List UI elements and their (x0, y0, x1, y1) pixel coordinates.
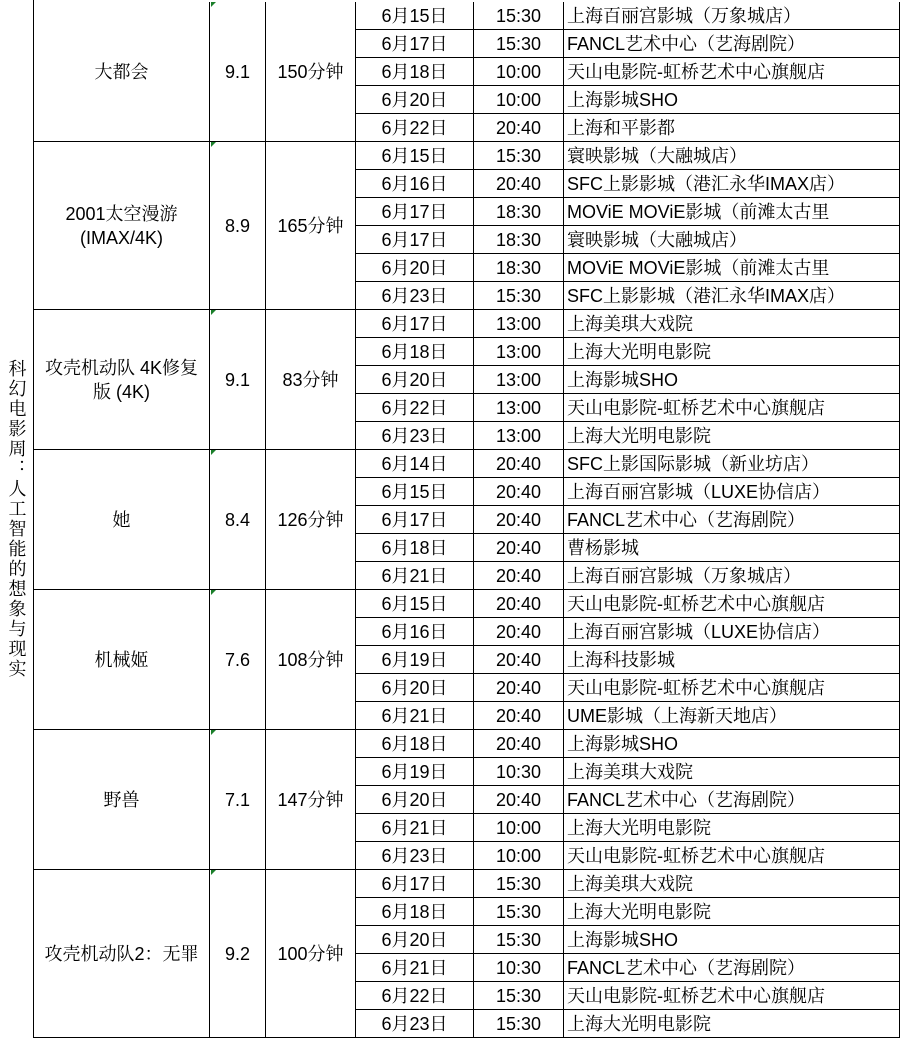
screening-date-cell-text: 6月21日 (381, 818, 448, 838)
screening-date-cell[interactable] (356, 674, 474, 702)
screening-date-cell[interactable] (356, 982, 474, 1010)
screening-time-cell[interactable] (474, 646, 564, 674)
screening-time-cell-text: 20:40 (495, 734, 542, 754)
film-rating-cell-text: 9.1 (224, 369, 251, 390)
screening-cinema-cell[interactable] (564, 338, 900, 366)
screening-date-cell[interactable] (356, 926, 474, 954)
film-title-cell[interactable] (34, 450, 210, 590)
screening-cinema-cell-text: 天山电影院-虹桥艺术中心旗舰店 (567, 846, 825, 866)
screening-time-cell[interactable] (474, 926, 564, 954)
screening-time-cell[interactable] (474, 2, 564, 30)
screening-cinema-cell-text: 天山电影院-虹桥艺术中心旗舰店 (567, 594, 825, 614)
screening-time-cell-text: 13:00 (495, 426, 542, 446)
festival-title-cell[interactable] (0, 0, 34, 1038)
screening-date-cell[interactable] (356, 254, 474, 282)
screening-time-cell[interactable] (474, 142, 564, 170)
screening-cinema-cell[interactable] (564, 786, 900, 814)
screening-date-cell-text: 6月22日 (381, 118, 448, 138)
screening-time-cell-text: 10:30 (495, 762, 542, 782)
screening-cinema-cell-text: 曹杨影城 (567, 538, 639, 558)
screening-cinema-cell-text: SFC上影国际影城（新业坊店） (567, 454, 819, 474)
screening-date-cell[interactable] (356, 646, 474, 674)
screening-time-cell-text: 13:00 (495, 314, 542, 334)
screening-date-cell[interactable] (356, 562, 474, 590)
screening-time-cell[interactable] (474, 394, 564, 422)
film-duration-cell-text: 147分钟 (277, 789, 344, 810)
screening-cinema-cell-text: 上海百丽宫影城（LUXE协信店） (567, 482, 831, 502)
film-duration-cell[interactable] (266, 450, 356, 590)
screening-cinema-cell[interactable] (564, 58, 900, 86)
screening-time-cell-text: 20:40 (495, 118, 542, 138)
screening-time-cell-text: 18:30 (495, 202, 542, 222)
screening-cinema-cell[interactable] (564, 30, 900, 58)
screening-date-cell[interactable] (356, 1010, 474, 1038)
screening-date-cell-text: 6月20日 (381, 370, 448, 390)
screening-time-cell[interactable] (474, 310, 564, 338)
film-title-cell-text: 攻壳机动队2：无罪 (44, 943, 199, 964)
film-title-cell-text: 攻壳机动队 4K修复版 (4K) (44, 357, 199, 402)
screening-time-cell[interactable] (474, 702, 564, 730)
screening-time-cell-text: 20:40 (495, 454, 542, 474)
screening-cinema-cell-text: 上海科技影城 (567, 650, 675, 670)
screening-cinema-cell[interactable] (564, 870, 900, 898)
screening-date-cell[interactable] (356, 198, 474, 226)
screening-time-cell[interactable] (474, 366, 564, 394)
screening-time-cell-text: 15:30 (495, 34, 542, 54)
screening-date-cell-text: 6月16日 (381, 622, 448, 642)
screening-cinema-cell[interactable] (564, 590, 900, 618)
screening-date-cell-text: 6月17日 (381, 202, 448, 222)
screening-date-cell-text: 6月18日 (381, 902, 448, 922)
screening-time-cell-text: 10:00 (495, 818, 542, 838)
screening-time-cell-text: 15:30 (495, 874, 542, 894)
screening-time-cell-text: 15:30 (495, 986, 542, 1006)
screening-date-cell[interactable] (356, 58, 474, 86)
screening-date-cell-text: 6月22日 (381, 986, 448, 1006)
screening-date-cell-text: 6月18日 (381, 734, 448, 754)
screening-cinema-cell[interactable] (564, 198, 900, 226)
screening-cinema-cell[interactable] (564, 534, 900, 562)
screening-cinema-cell[interactable] (564, 702, 900, 730)
film-title-cell[interactable] (34, 730, 210, 870)
screening-cinema-cell[interactable] (564, 982, 900, 1010)
screening-time-cell-text: 18:30 (495, 230, 542, 250)
screening-cinema-cell[interactable] (564, 506, 900, 534)
screening-date-cell[interactable] (356, 898, 474, 926)
screening-time-cell[interactable] (474, 898, 564, 926)
screening-time-cell-text: 15:30 (495, 1014, 542, 1034)
screening-cinema-cell[interactable] (564, 478, 900, 506)
screening-time-cell-text: 20:40 (495, 538, 542, 558)
screening-cinema-cell-text: 上海影城SHO (567, 930, 679, 950)
screening-cinema-cell-text: 上海大光明电影院 (567, 902, 711, 922)
film-title-cell[interactable] (34, 2, 210, 142)
screening-time-cell[interactable] (474, 282, 564, 310)
film-rating-cell[interactable] (210, 590, 266, 730)
screening-date-cell[interactable] (356, 870, 474, 898)
screening-time-cell-text: 20:40 (495, 622, 542, 642)
cell-note-marker (211, 2, 216, 7)
screening-time-cell[interactable] (474, 562, 564, 590)
screening-cinema-cell[interactable] (564, 898, 900, 926)
screening-date-cell[interactable] (356, 310, 474, 338)
screening-time-cell[interactable] (474, 86, 564, 114)
screening-date-cell-text: 6月18日 (381, 342, 448, 362)
screening-date-cell-text: 6月23日 (381, 846, 448, 866)
screening-cinema-cell[interactable] (564, 842, 900, 870)
screening-cinema-cell[interactable] (564, 422, 900, 450)
film-title-cell[interactable] (34, 870, 210, 1038)
screening-date-cell-text: 6月19日 (381, 650, 448, 670)
film-rating-cell-text: 7.6 (224, 649, 251, 670)
screening-date-cell[interactable] (356, 954, 474, 982)
screening-date-cell[interactable] (356, 590, 474, 618)
film-duration-cell-text: 108分钟 (277, 649, 344, 670)
screening-cinema-cell[interactable] (564, 282, 900, 310)
screening-cinema-cell-text: 上海影城SHO (567, 90, 679, 110)
screening-cinema-cell[interactable] (564, 226, 900, 254)
film-rating-cell[interactable] (210, 870, 266, 1038)
screening-cinema-cell-text: 寰映影城（大融城店） (567, 146, 747, 166)
screening-time-cell[interactable] (474, 730, 564, 758)
screening-cinema-cell[interactable] (564, 142, 900, 170)
screening-date-cell-text: 6月21日 (381, 706, 448, 726)
screening-time-cell[interactable] (474, 814, 564, 842)
screening-date-cell[interactable] (356, 450, 474, 478)
screening-time-cell-text: 15:30 (495, 902, 542, 922)
screening-cinema-cell-text: 天山电影院-虹桥艺术中心旗舰店 (567, 678, 825, 698)
screening-date-cell[interactable] (356, 842, 474, 870)
screening-date-cell-text: 6月21日 (381, 958, 448, 978)
film-title-cell-text: 机械姬 (94, 649, 149, 670)
film-duration-cell[interactable] (266, 870, 356, 1038)
screening-time-cell-text: 20:40 (495, 790, 542, 810)
screening-cinema-cell[interactable] (564, 954, 900, 982)
screening-time-cell-text: 13:00 (495, 342, 542, 362)
screening-date-cell[interactable] (356, 226, 474, 254)
screening-cinema-cell[interactable] (564, 86, 900, 114)
screening-time-cell-text: 20:40 (495, 510, 542, 530)
film-duration-cell-text: 165分钟 (277, 215, 344, 236)
screening-date-cell[interactable] (356, 758, 474, 786)
screening-cinema-cell-text: FANCL艺术中心（艺海剧院） (567, 958, 806, 978)
film-duration-cell-text: 126分钟 (277, 509, 344, 530)
screening-time-cell-text: 15:30 (495, 146, 542, 166)
screening-time-cell[interactable] (474, 982, 564, 1010)
screening-time-cell-text: 13:00 (495, 370, 542, 390)
screening-time-cell[interactable] (474, 422, 564, 450)
screening-time-cell[interactable] (474, 506, 564, 534)
screening-date-cell-text: 6月17日 (381, 510, 448, 530)
screening-time-cell-text: 15:30 (495, 930, 542, 950)
screening-cinema-cell-text: 天山电影院-虹桥艺术中心旗舰店 (567, 398, 825, 418)
screening-date-cell-text: 6月17日 (381, 230, 448, 250)
screening-cinema-cell-text: 上海美琪大戏院 (567, 874, 693, 894)
cell-note-marker (211, 450, 216, 455)
screening-time-cell-text: 20:40 (495, 482, 542, 502)
screening-cinema-cell-text: MOViE MOViE影城（前滩太古里 (567, 202, 830, 222)
screening-date-cell[interactable] (356, 30, 474, 58)
screening-cinema-cell-text: SFC上影影城（港汇永华IMAX店） (567, 174, 846, 194)
screening-date-cell[interactable] (356, 142, 474, 170)
screening-time-cell-text: 20:40 (495, 594, 542, 614)
screening-time-cell-text: 10:00 (495, 62, 542, 82)
screening-date-cell-text: 6月23日 (381, 286, 448, 306)
screening-cinema-cell[interactable] (564, 646, 900, 674)
film-duration-cell[interactable] (266, 2, 356, 142)
film-duration-cell[interactable] (266, 142, 356, 310)
screening-date-cell-text: 6月17日 (381, 314, 448, 334)
film-title-cell-text: 野兽 (103, 789, 140, 810)
screening-date-cell-text: 6月20日 (381, 90, 448, 110)
cell-note-marker (211, 870, 216, 875)
screening-date-cell[interactable] (356, 506, 474, 534)
screening-time-cell[interactable] (474, 58, 564, 86)
film-title-cell[interactable] (34, 310, 210, 450)
screening-cinema-cell-text: 上海美琪大戏院 (567, 762, 693, 782)
screening-cinema-cell-text: 上海百丽宫影城（万象城店） (567, 566, 801, 586)
screening-cinema-cell-text: 寰映影城（大融城店） (567, 230, 747, 250)
screening-cinema-cell-text: SFC上影影城（港汇永华IMAX店） (567, 286, 846, 306)
screening-time-cell-text: 20:40 (495, 566, 542, 586)
screening-date-cell[interactable] (356, 114, 474, 142)
film-duration-cell-text: 150分钟 (277, 61, 344, 82)
screening-time-cell[interactable] (474, 786, 564, 814)
screening-cinema-cell-text: 上海影城SHO (567, 370, 679, 390)
screening-time-cell[interactable] (474, 870, 564, 898)
screening-date-cell-text: 6月20日 (381, 258, 448, 278)
screening-time-cell-text: 10:00 (495, 846, 542, 866)
screening-cinema-cell[interactable] (564, 926, 900, 954)
screening-date-cell-text: 6月23日 (381, 1014, 448, 1034)
screening-date-cell[interactable] (356, 534, 474, 562)
screening-date-cell[interactable] (356, 730, 474, 758)
screening-time-cell-text: 20:40 (495, 174, 542, 194)
screening-cinema-cell[interactable] (564, 730, 900, 758)
screening-time-cell[interactable] (474, 30, 564, 58)
screening-cinema-cell[interactable] (564, 562, 900, 590)
screening-date-cell[interactable] (356, 2, 474, 30)
screening-time-cell[interactable] (474, 198, 564, 226)
screening-date-cell-text: 6月15日 (381, 594, 448, 614)
screening-time-cell[interactable] (474, 590, 564, 618)
screening-cinema-cell-text: 上海影城SHO (567, 734, 679, 754)
screening-cinema-cell-text: 上海大光明电影院 (567, 818, 711, 838)
film-rating-cell[interactable] (210, 142, 266, 310)
screening-time-cell-text: 15:30 (495, 6, 542, 26)
screening-time-cell[interactable] (474, 758, 564, 786)
screening-cinema-cell-text: 上海百丽宫影城（万象城店） (567, 6, 801, 26)
screening-cinema-cell-text: 上海和平影都 (567, 118, 675, 138)
screening-date-cell[interactable] (356, 786, 474, 814)
screening-date-cell-text: 6月22日 (381, 398, 448, 418)
screening-cinema-cell-text: FANCL艺术中心（艺海剧院） (567, 790, 806, 810)
cell-note-marker (211, 590, 216, 595)
screening-cinema-cell-text: 上海美琪大戏院 (567, 314, 693, 334)
screening-time-cell[interactable] (474, 478, 564, 506)
film-duration-cell-text: 100分钟 (277, 943, 344, 964)
screening-date-cell-text: 6月15日 (381, 6, 448, 26)
screening-cinema-cell-text: 上海大光明电影院 (567, 1014, 711, 1034)
screening-time-cell[interactable] (474, 954, 564, 982)
cell-note-marker (211, 310, 216, 315)
film-title-cell[interactable] (34, 142, 210, 310)
screening-time-cell-text: 20:40 (495, 650, 542, 670)
screening-cinema-cell[interactable] (564, 674, 900, 702)
screening-date-cell-text: 6月15日 (381, 482, 448, 502)
screening-time-cell-text: 20:40 (495, 678, 542, 698)
screening-date-cell-text: 6月20日 (381, 678, 448, 698)
screening-date-cell[interactable] (356, 422, 474, 450)
screening-date-cell[interactable] (356, 282, 474, 310)
screening-date-cell-text: 6月17日 (381, 874, 448, 894)
screening-cinema-cell[interactable] (564, 758, 900, 786)
screening-date-cell-text: 6月14日 (381, 454, 448, 474)
screening-cinema-cell[interactable] (564, 366, 900, 394)
screening-date-cell-text: 6月21日 (381, 566, 448, 586)
cell-note-marker (211, 730, 216, 735)
film-title-cell-text: 大都会 (94, 61, 149, 82)
film-rating-cell[interactable] (210, 310, 266, 450)
screening-cinema-cell[interactable] (564, 114, 900, 142)
screening-time-cell[interactable] (474, 114, 564, 142)
screening-date-cell-text: 6月18日 (381, 538, 448, 558)
screening-time-cell[interactable] (474, 254, 564, 282)
film-duration-cell[interactable] (266, 590, 356, 730)
screening-date-cell[interactable] (356, 618, 474, 646)
screening-date-cell-text: 6月15日 (381, 146, 448, 166)
film-rating-cell-text: 9.1 (224, 61, 251, 82)
film-rating-cell-text: 9.2 (224, 943, 251, 964)
screening-cinema-cell-text: UME影城（上海新天地店） (567, 706, 787, 726)
screening-time-cell[interactable] (474, 226, 564, 254)
festival-title: 科幻电影周：人工智能的想象与现实 (6, 359, 27, 679)
screening-date-cell-text: 6月18日 (381, 62, 448, 82)
screening-date-cell[interactable] (356, 170, 474, 198)
screening-date-cell-text: 6月20日 (381, 790, 448, 810)
screening-cinema-cell-text: 天山电影院-虹桥艺术中心旗舰店 (567, 62, 825, 82)
screening-time-cell-text: 20:40 (495, 706, 542, 726)
screening-cinema-cell[interactable] (564, 618, 900, 646)
screening-cinema-cell[interactable] (564, 310, 900, 338)
screening-cinema-cell-text: 上海百丽宫影城（LUXE协信店） (567, 622, 831, 642)
screening-date-cell[interactable] (356, 702, 474, 730)
film-duration-cell[interactable] (266, 730, 356, 870)
film-rating-cell-text: 7.1 (224, 789, 251, 810)
film-rating-cell-text: 8.4 (224, 509, 251, 530)
screening-cinema-cell-text: 天山电影院-虹桥艺术中心旗舰店 (567, 986, 825, 1006)
screening-cinema-cell-text: FANCL艺术中心（艺海剧院） (567, 510, 806, 530)
film-title-cell-text: 2001太空漫游(IMAX/4K) (65, 203, 178, 248)
screening-date-cell-text: 6月16日 (381, 174, 448, 194)
film-duration-cell-text: 83分钟 (282, 369, 339, 390)
screening-time-cell[interactable] (474, 674, 564, 702)
screening-time-cell-text: 10:30 (495, 958, 542, 978)
screening-date-cell-text: 6月23日 (381, 426, 448, 446)
screening-cinema-cell[interactable] (564, 814, 900, 842)
screening-date-cell[interactable] (356, 814, 474, 842)
screening-time-cell-text: 18:30 (495, 258, 542, 278)
screening-cinema-cell[interactable] (564, 254, 900, 282)
screening-date-cell-text: 6月20日 (381, 930, 448, 950)
screening-date-cell[interactable] (356, 366, 474, 394)
screening-cinema-cell[interactable] (564, 394, 900, 422)
screening-cinema-cell-text: MOViE MOViE影城（前滩太古里 (567, 258, 830, 278)
screening-date-cell[interactable] (356, 478, 474, 506)
screening-cinema-cell[interactable] (564, 170, 900, 198)
screening-time-cell-text: 10:00 (495, 90, 542, 110)
screening-date-cell[interactable] (356, 86, 474, 114)
screening-time-cell[interactable] (474, 170, 564, 198)
screening-time-cell[interactable] (474, 1010, 564, 1038)
screening-cinema-cell[interactable] (564, 450, 900, 478)
film-duration-cell[interactable] (266, 310, 356, 450)
screening-cinema-cell[interactable] (564, 1010, 900, 1038)
screening-date-cell-text: 6月19日 (381, 762, 448, 782)
film-rating-cell[interactable] (210, 450, 266, 590)
film-rating-cell-text: 8.9 (224, 215, 251, 236)
film-rating-cell[interactable] (210, 2, 266, 142)
screening-cinema-cell-text: FANCL艺术中心（艺海剧院） (567, 34, 806, 54)
screening-time-cell[interactable] (474, 618, 564, 646)
screening-time-cell-text: 15:30 (495, 286, 542, 306)
film-title-cell[interactable] (34, 590, 210, 730)
screening-time-cell[interactable] (474, 450, 564, 478)
screening-date-cell[interactable] (356, 394, 474, 422)
film-rating-cell[interactable] (210, 730, 266, 870)
screening-date-cell[interactable] (356, 338, 474, 366)
screening-time-cell[interactable] (474, 338, 564, 366)
screening-time-cell[interactable] (474, 842, 564, 870)
screening-cinema-cell-text: 上海大光明电影院 (567, 342, 711, 362)
screening-cinema-cell[interactable] (564, 2, 900, 30)
screening-date-cell-text: 6月17日 (381, 34, 448, 54)
screening-time-cell-text: 13:00 (495, 398, 542, 418)
screening-cinema-cell-text: 上海大光明电影院 (567, 426, 711, 446)
screening-time-cell[interactable] (474, 534, 564, 562)
cell-note-marker (211, 142, 216, 147)
film-title-cell-text: 她 (112, 509, 131, 530)
